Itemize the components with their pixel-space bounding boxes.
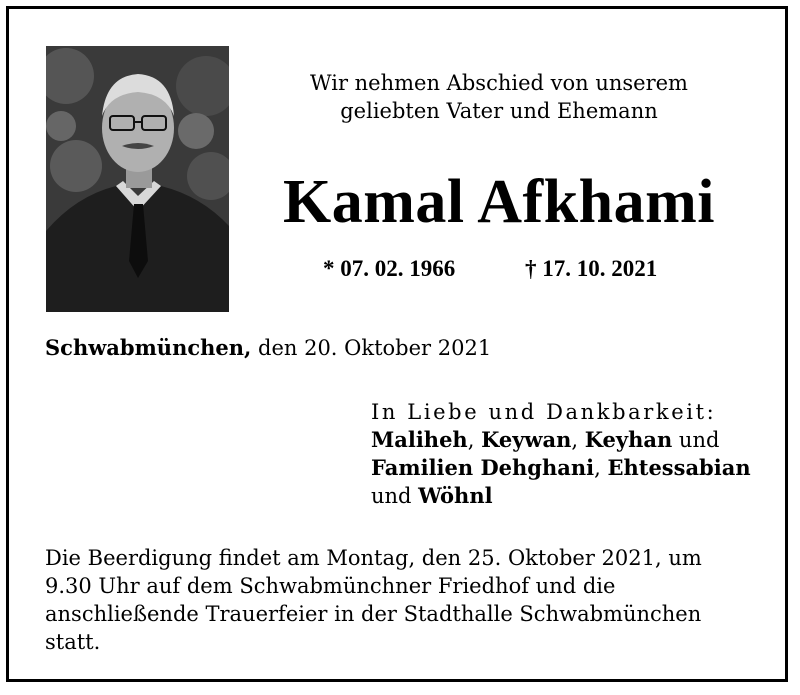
birth-date: * 07. 02. 1966 [323, 256, 456, 281]
funeral-line-2: 9.30 Uhr auf dem Schwabmünchner Friedhof und die [45, 574, 616, 598]
family-separator: , [571, 428, 585, 452]
family-row-2 [371, 454, 781, 482]
family-name: Keywan [481, 427, 572, 452]
portrait-photo-image [46, 46, 229, 312]
place-city: Schwabmünchen, [45, 335, 252, 360]
family-name: Keyhan [584, 427, 673, 452]
place-and-date [45, 334, 491, 362]
intro-text [249, 69, 749, 125]
death-date: † 17. 10. 2021 [525, 256, 658, 281]
family-name: Maliheh [371, 427, 468, 452]
place-date: den 20. Oktober 2021 [251, 336, 492, 360]
family-separator: , [467, 428, 482, 452]
family-connector: und [672, 428, 720, 452]
portrait-photo [46, 46, 229, 312]
funeral-line-4: statt. [45, 630, 101, 654]
funeral-line-1: Die Beerdigung findet am Montag, den 25. Oktober 2021, um [45, 546, 702, 570]
obituary-notice [6, 6, 788, 682]
family-heading: In Liebe und Dankbarkeit: [371, 400, 717, 424]
family-row-3 [371, 482, 781, 510]
intro-line-2: geliebten Vater und Ehemann [340, 99, 658, 123]
funeral-info [45, 544, 765, 656]
family-name: Familien Dehghani [371, 455, 595, 480]
family-signature [371, 398, 781, 510]
family-separator: , [594, 456, 608, 480]
family-connector: und [371, 484, 419, 508]
funeral-line-3: anschließende Trauerfeier in der Stadthalle Schwabmünchen [45, 602, 702, 626]
family-name: Ehtessabian [607, 455, 751, 480]
intro-line-1: Wir nehmen Abschied von unserem [310, 71, 688, 95]
family-row-1 [371, 426, 781, 454]
family-name: Wöhnl [418, 483, 493, 508]
deceased-name: Kamal Afkhami [283, 168, 715, 236]
